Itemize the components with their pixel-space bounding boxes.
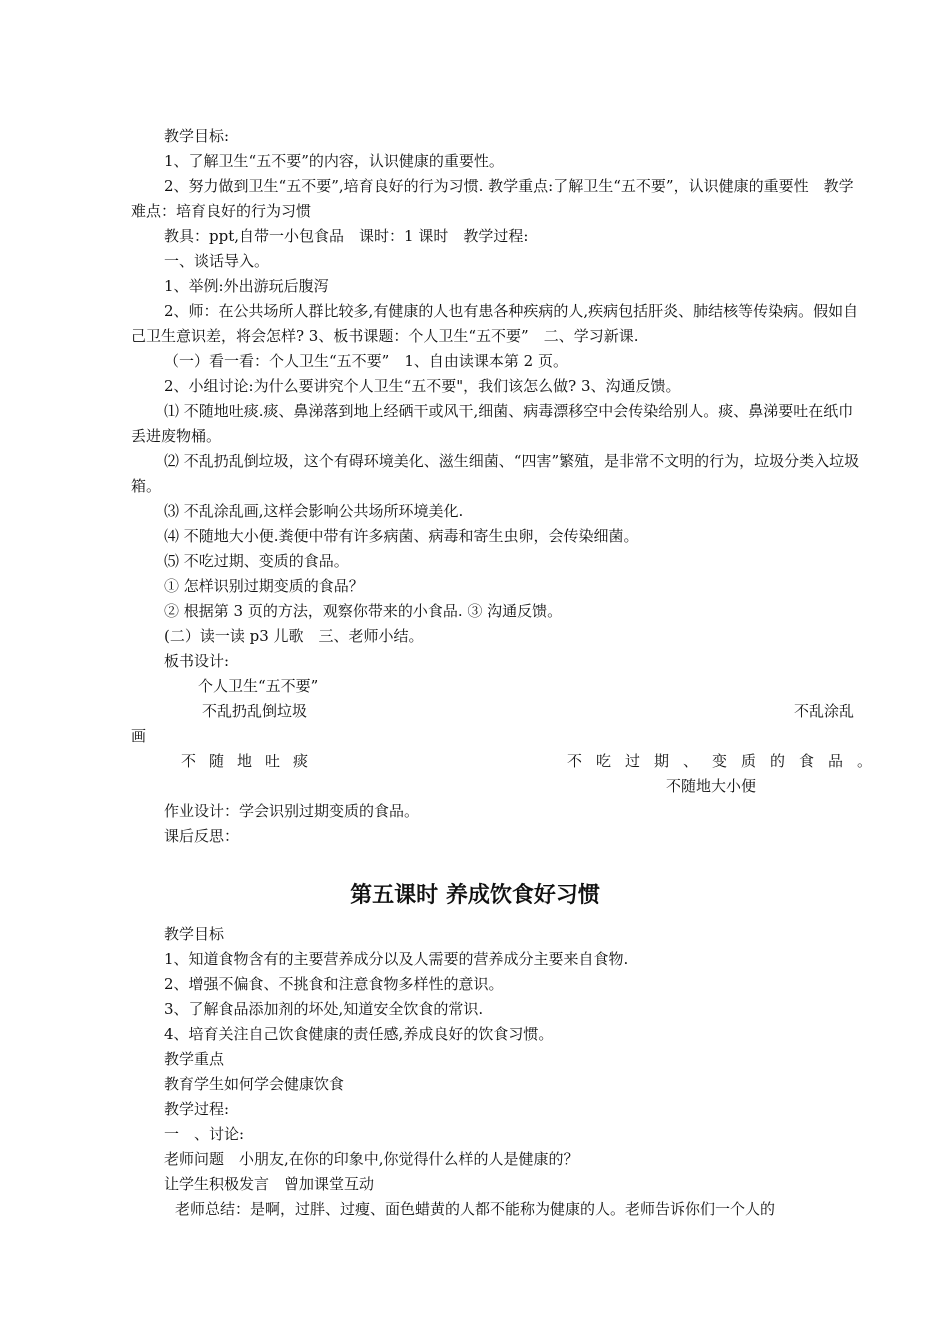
goal-2-1: 1、知道食物含有的主要营养成分以及人需要的营养成分主要来自食物. <box>164 950 629 968</box>
goal-2-4: 4、培育关注自己饮食健康的责任感,养成良好的饮食习惯。 <box>164 1025 554 1043</box>
item-4: ⑷ 不随地大小便.粪便中带有许多病菌、病毒和寄生虫卵，会传染细菌。 <box>164 527 639 545</box>
goals-heading-2: 教学目标 <box>164 925 225 943</box>
board-heading: 板书设计: <box>164 652 230 670</box>
item-3: ⑶ 不乱涂乱画,这样会影响公共场所环境美化. <box>164 502 464 520</box>
example-line: 1、举例:外出游玩后腹泻 <box>164 277 329 295</box>
lesson-title: 第五课时 养成饮食好习惯 <box>350 883 600 908</box>
question-1: ① 怎样识别过期变质的食品？ <box>164 577 364 595</box>
tools-line: 教具：ppt,自带一小包食品 课时：1 课时 教学过程: <box>164 227 529 245</box>
teacher-paragraph: 2、师：在公共场所人群比较多,有健康的人也有患各种疾病的人,疾病包括肝炎、肺结核等传染病。假如自己卫生意识差，将会怎样? 3、板书课题：个人卫生“五不要” 二、学习新课. <box>131 302 859 345</box>
board-item-graffiti: 不乱涂乱 <box>794 702 855 720</box>
board-title: 个人卫生“五不要” <box>198 677 319 695</box>
discuss-heading: 一 、讨论: <box>164 1125 245 1143</box>
board-item-toilet: 不随地大小便 <box>666 777 757 795</box>
focus-heading: 教学重点 <box>164 1050 225 1068</box>
read-line: (二）读一读 p3 儿歌 三、老师小结。 <box>164 627 424 645</box>
part-1-heading: 一、谈话导入。 <box>164 252 270 270</box>
goal-1: 1、了解卫生“五不要”的内容，认识健康的重要性。 <box>164 152 504 170</box>
discuss-line: 2、小组讨论:为什么要讲究个人卫生“五不要"，我们该怎么做? 3、沟通反馈。 <box>164 377 681 395</box>
item-1-paragraph: ⑴ 不随地吐痰.痰、鼻涕落到地上经硒干或风干,细菌、病毒漂移空中会传染给别人。痰、鼻涕要吐在纸巾丢进废物桶。 <box>131 402 854 445</box>
homework-line: 作业设计：学会识别过期变质的食品。 <box>164 802 420 820</box>
item-2-paragraph: ⑵ 不乱扔乱倒垃圾，这个有碍环境美化、滋生细菌、“四害”繁殖，是非常不文明的行为，垃圾分类入垃圾箱。 <box>131 452 860 495</box>
look-line: （一）看一看：个人卫生“五不要” 1、自由读课本第 2 页。 <box>164 352 568 370</box>
goals-heading: 教学目标: <box>164 127 230 145</box>
teacher-summary: 老师总结：是啊，过胖、过瘦、面色蜡黄的人都不能称为健康的人。老师告诉你们一个人的 <box>175 1200 776 1218</box>
interaction-line: 让学生积极发言 曾加课堂互动 <box>164 1175 375 1193</box>
board-item-food: 不吃过期、变质的食品。 <box>567 752 887 770</box>
board-item-graffiti-end: 画 <box>131 727 147 745</box>
board-item-spit: 不随地吐痰 <box>181 752 322 770</box>
goal-2-2: 2、增强不偏食、不挑食和注意食物多样性的意识。 <box>164 975 504 993</box>
item-5: ⑸ 不吃过期、变质的食品。 <box>164 552 349 570</box>
goal-2-paragraph: 2、努力做到卫生“五不要”,培育良好的行为习惯. 教学重点:了解卫生“五不要”，认识健康的重要性 教学难点：培育良好的行为习惯 <box>131 177 854 220</box>
teacher-question: 老师问题 小朋友,在你的印象中,你觉得什么样的人是健康的？ <box>164 1150 579 1168</box>
question-2: ② 根据第 3 页的方法，观察你带来的小食品. ③ 沟通反馈。 <box>164 602 563 620</box>
process-heading: 教学过程: <box>164 1100 230 1118</box>
focus-text: 教育学生如何学会健康饮食 <box>164 1075 345 1093</box>
reflection-line: 课后反思： <box>164 827 240 845</box>
board-item-litter: 不乱扔乱倒垃圾 <box>202 702 308 720</box>
goal-2-3: 3、了解食品添加剂的坏处,知道安全饮食的常识. <box>164 1000 484 1018</box>
